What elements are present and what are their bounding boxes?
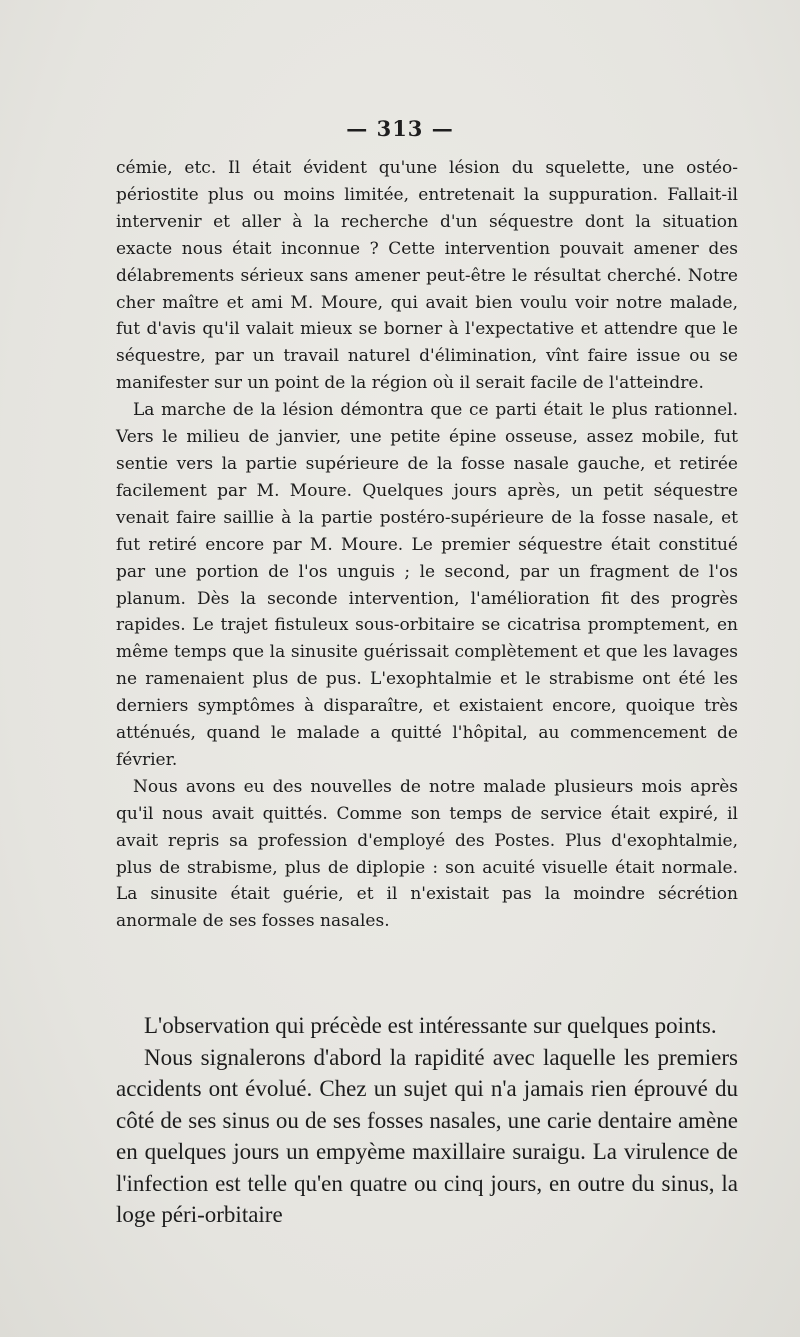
paragraph: L'observation qui précède est intéressante sur quelques points. (144, 1013, 717, 1038)
paragraph: Nous signalerons d'abord la rapidité avec laquelle les premiers accidents ont évolué. Chez un sujet qui n'a jamais rien éprouvé du côté de ses sinus ou de ses fosses nasales, une carie dentaire amène en quelques jours un empyème maxillaire suraigu. La virulence de l'infection est telle qu'en quatre ou cinq jours, en outre du sinus, la loge péri-orbitaire (116, 1044, 738, 1227)
page-number: — 313 — (346, 116, 454, 141)
lower-text-block (116, 1010, 738, 1231)
upper-text-block (116, 155, 738, 935)
paragraph: Nous avons eu des nouvelles de notre malade plusieurs mois après qu'il nous avait quittés. Comme son temps de service était expiré, il avait repris sa profession d'employé des Postes. Plus d'exophtalmie, plus de strabisme, plus de diplopie : son acuité visuelle était normale. La sinusite était guérie, et il n'existait pas la moindre sécrétion anormale de ses fosses nasales. (116, 776, 738, 932)
paragraph: La marche de la lésion démontra que ce parti était le plus rationnel. Vers le milieu de janvier, une petite épine osseuse, assez mobile, fut sentie vers la partie supérieure de la fosse nasale gauche, et retirée facilement par M. Moure. Quelques jours après, un petit séquestre venait faire saillie à la partie postéro-supérieure de la fosse nasale, et fut retiré encore par M. Moure. Le premier séquestre était constitué par une portion de l'os unguis ; le second, par un fragment de l'os planum. Dès la seconde intervention, l'amélioration fit des progrès rapides. Le trajet fistuleux sous-orbitaire se cicatrisa promptement, en même temps que la sinusite guérissait complètement et que les lavages ne ramenaient plus de pus. L'exophtalmie et le strabisme ont été les derniers symptômes à disparaître, et existaient encore, quoique très atténués, quand le malade a quitté l'hôpital, au commencement de février. (116, 400, 738, 770)
paragraph: cémie, etc. Il était évident qu'une lésion du squelette, une ostéo-périostite plus ou moins limitée, entretenait la suppuration. Fallait-il intervenir et aller à la recherche d'un séquestre dont la situation exacte nous était inconnue ? Cette intervention pouvait amener des délabrements sérieux sans amener peut-être le résultat cherché. Notre cher maître et ami M. Moure, qui avait bien voulu voir notre malade, fut d'avis qu'il valait mieux se borner à l'expectative et attendre que le séquestre, par un travail naturel d'élimination, vînt faire issue ou se manifester sur un point de la région où il serait facile de l'atteindre. (116, 158, 738, 394)
